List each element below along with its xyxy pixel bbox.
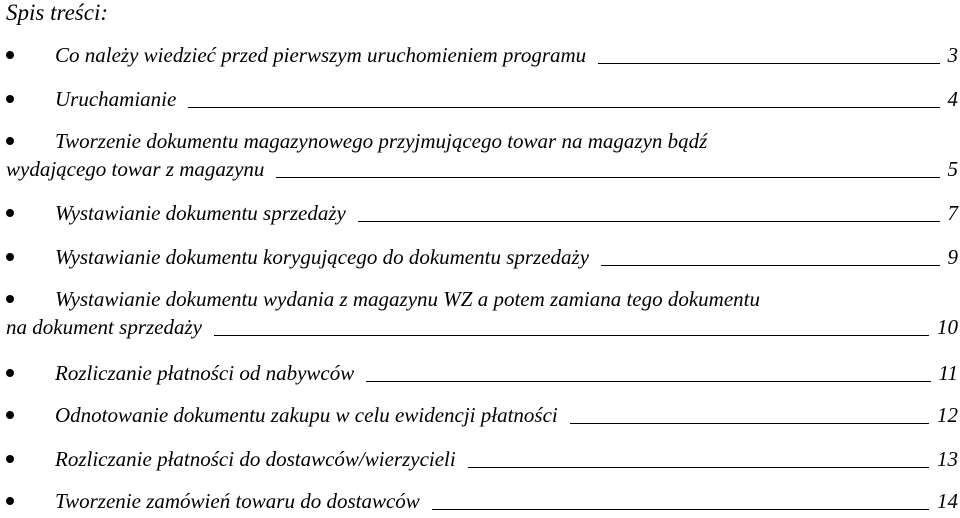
toc-entry-text-line1: Tworzenie dokumentu magazynowego przyjmującego towar na magazyn bądź bbox=[55, 129, 708, 153]
toc-title: Spis treści: bbox=[6, 0, 108, 25]
leader-line bbox=[570, 422, 929, 424]
toc-entry-text: Wystawianie dokumentu korygującego do dokumentu sprzedaży bbox=[55, 245, 590, 269]
toc-entry-page: 7 bbox=[947, 201, 958, 225]
leader-line bbox=[276, 176, 939, 178]
bullet-icon bbox=[6, 95, 14, 103]
toc-entry-page: 12 bbox=[937, 403, 958, 427]
toc-entry-page: 11 bbox=[938, 361, 958, 385]
bullet-icon bbox=[6, 253, 14, 261]
toc-entry-page: 9 bbox=[947, 245, 958, 269]
toc-entry-text: Wystawianie dokumentu sprzedaży bbox=[55, 201, 346, 225]
leader-line bbox=[214, 334, 929, 336]
leader-line bbox=[598, 62, 939, 64]
toc-entry-page: 14 bbox=[937, 489, 958, 513]
leader-line bbox=[188, 106, 939, 108]
toc-entry-page: 5 bbox=[947, 157, 958, 181]
toc-entry-text: Rozliczanie płatności od nabywców bbox=[55, 361, 355, 385]
leader-line bbox=[432, 508, 929, 510]
bullet-icon bbox=[6, 455, 14, 463]
toc-entry-text: Uruchamianie bbox=[55, 87, 177, 111]
toc-entry-text-line2: na dokument sprzedaży bbox=[6, 315, 202, 339]
bullet-icon bbox=[6, 209, 14, 217]
toc-entry-page: 4 bbox=[947, 87, 958, 111]
toc-entry-text: Odnotowanie dokumentu zakupu w celu ewidencji płatności bbox=[55, 403, 558, 427]
toc-entry-text: Rozliczanie płatności do dostawców/wierzycieli bbox=[55, 447, 456, 471]
bullet-icon bbox=[6, 411, 14, 419]
bullet-icon bbox=[6, 137, 14, 145]
toc-entry-page: 13 bbox=[937, 447, 958, 471]
toc-entry-page: 3 bbox=[947, 43, 958, 67]
bullet-icon bbox=[6, 369, 14, 377]
bullet-icon bbox=[6, 295, 14, 303]
toc-entry-text: Tworzenie zamówień towaru do dostawców bbox=[55, 489, 420, 513]
leader-line bbox=[358, 220, 940, 222]
bullet-icon bbox=[6, 497, 14, 505]
leader-line bbox=[468, 466, 929, 468]
leader-line bbox=[366, 380, 930, 382]
toc-entry-text-line1: Wystawianie dokumentu wydania z magazynu WZ a potem zamiana tego dokumentu bbox=[55, 287, 760, 311]
leader-line bbox=[601, 264, 939, 266]
bullet-icon bbox=[6, 51, 14, 59]
toc-entry-page: 10 bbox=[937, 315, 958, 339]
toc-entry-text: Co należy wiedzieć przed pierwszym uruchomieniem programu bbox=[55, 43, 587, 67]
toc-entry-text-line2: wydającego towar z magazynu bbox=[6, 157, 265, 181]
